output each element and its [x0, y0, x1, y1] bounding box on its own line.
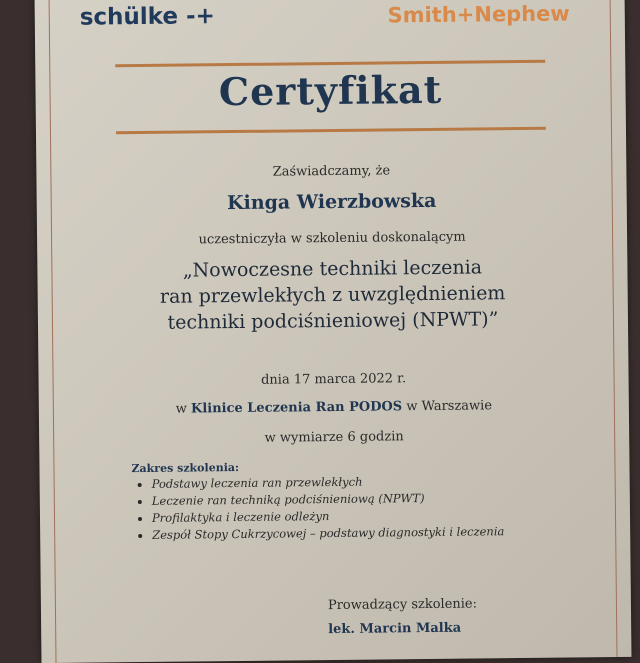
- list-item: • Profilaktyka i leczenie odleżyn: [152, 506, 504, 527]
- place-name: Klinice Leczenia Ran PODOS: [190, 399, 403, 417]
- list-item: • Leczenie ran techniką podciśnieniową (NPWT): [152, 489, 504, 510]
- certificate-paper: [35, 0, 632, 663]
- course-line: „Nowoczesne techniki leczenia: [182, 256, 483, 282]
- place-pre: w: [175, 401, 192, 417]
- date-text: dnia 17 marca 2022 r.: [260, 371, 407, 388]
- course-title: [37, 253, 628, 337]
- lead-label: Prowadzący szkolenie:: [327, 596, 478, 614]
- intro-text: Zaświadczamy, że: [272, 163, 391, 180]
- smith-nephew-logo: Smith+Nephew: [387, 1, 570, 28]
- lead-name: lek. Marcin Malka: [328, 620, 462, 638]
- course-line: techniki podciśnieniowej (NPWT)”: [167, 308, 499, 334]
- course-line: ran przewlekłych z uwzględnieniem: [159, 282, 506, 308]
- scope-heading: Zakres szkolenia:: [131, 460, 240, 476]
- certificate-title: Certyfikat: [218, 66, 443, 115]
- duration-text: w wymiarze 6 godzin: [264, 429, 404, 446]
- scope-list: [132, 472, 505, 544]
- participation-text: uczestniczyła w szkoleniu doskonalącym: [198, 229, 466, 248]
- participant-name: Kinga Wierzbowska: [226, 189, 437, 215]
- list-item: • Zespół Stopy Cukrzycowej – podstawy diagnostyki i leczenia: [152, 523, 504, 544]
- list-item: • Podstawy leczenia ran przewlekłych: [152, 472, 504, 493]
- place-post: w Warszawie: [402, 398, 493, 415]
- schulke-logo: schülke -+: [79, 3, 215, 31]
